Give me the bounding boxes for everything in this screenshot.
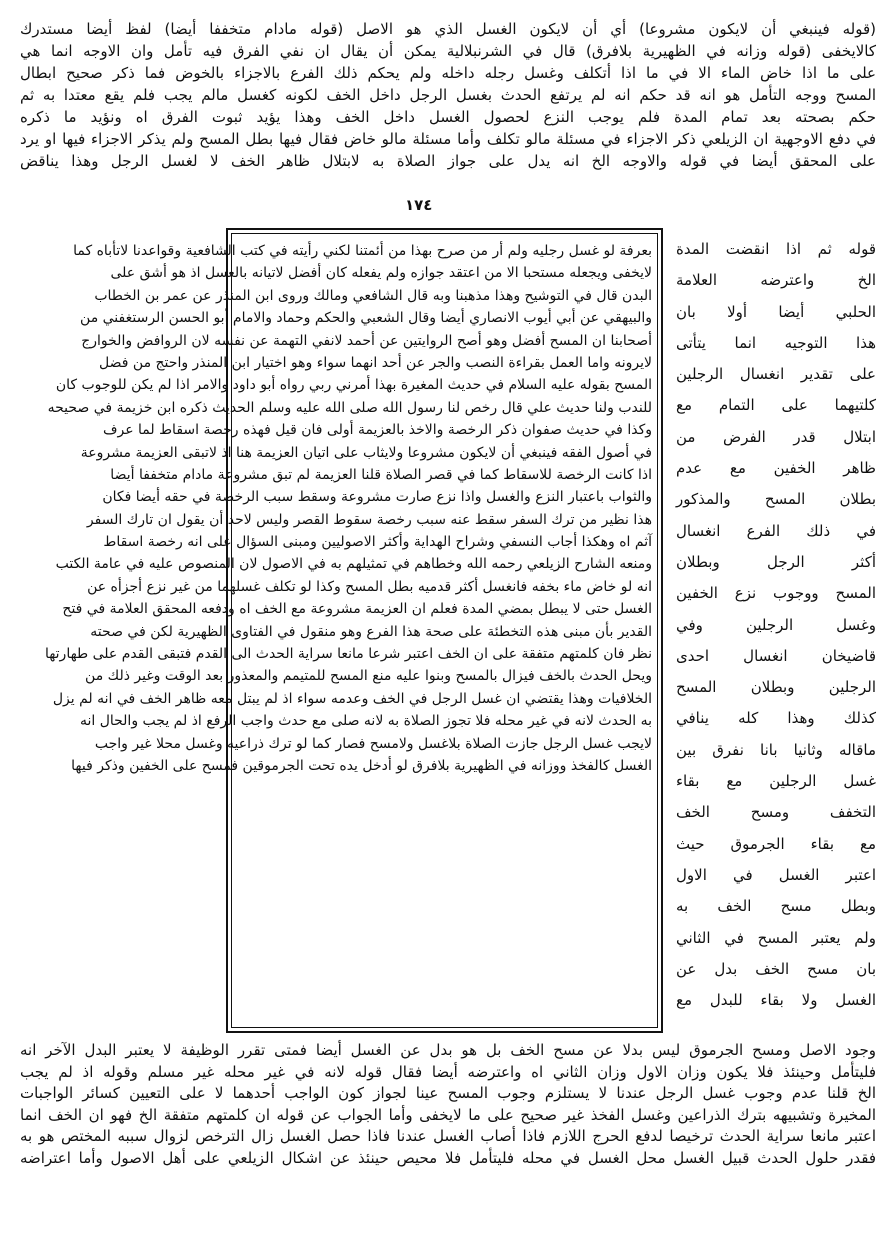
text-line: أكثر الرجل وبطلان <box>676 552 876 571</box>
margin-commentary <box>676 234 876 1016</box>
bottom-commentary <box>20 1040 876 1169</box>
text-line: الخلافيات وهذا يقتضي ان غسل الرجل في الخف وعدمه سواء اذ لم يبتل معه ظاهر الخف في انه لم يزل <box>52 690 652 707</box>
text-line: الغسل كالفخذ ووزانه في الظهيرية بلافرق لو أدخل يده تحت الجرموقين فمسح على الخفين وذكر فيها <box>71 757 652 774</box>
text-line: نظر فان كلمتهم متفقة على ان الخف اعتبر شرعا مانعا سراية الحدث الى القدم فتبقى القدم على طهارتها <box>44 646 652 663</box>
text-line: كالايخفى (قوله وزانه في الظهيرية بلافرق) قال في الشرنبلالية يمكن أن يقال ان نفي الفرق فيه تأمل وان الاوجه انما هي <box>20 42 876 60</box>
text-line: لايرونه واما العمل بقراءة النصب والجر عن أحد انهما سواء وهو اختيار ابن المنذر واحتج من فضل <box>99 354 652 371</box>
text-line: الرجلين وبطلان المسح <box>676 678 876 697</box>
text-line: الخ قلنا عدم وجوب غسل الرجل عندنا لا يستلزم وجوب المسح عينا لجواز كون الواجب أحدهما لا على التعيين كسائر الواجبات <box>20 1084 876 1102</box>
text-line: وغسل الرجلين وفي <box>676 615 876 634</box>
text-line: انه لو خاض ماء بخفه فانغسل أكثر قدميه بطل المسح وكذا لو تكلف غسلهما من غير نزع أجزأه عن <box>87 578 652 595</box>
text-line: وكذا في حديث صفوان ذكر الرخصة والاخذ بالعزيمة أولى فان قيل فهذه رخصة اسقاط لما عرف <box>102 422 652 439</box>
text-line: غسل الرجلين مع بقاء <box>676 772 876 791</box>
text-line: (قوله فينبغي أن لايكون مشروعا) أي أن لايكون الغسل الذي هو الاصل (قوله مادام متخففا أيضا) لفظ أيضا مستدرك <box>20 20 876 38</box>
text-line: به الحدث لانه في غير محله فلا تجوز الصلاة به لانه صلى مع حدث واجب الرفع اذ لم يجب والحال انه <box>79 713 652 730</box>
text-line: وجود الاصل ومسح الجرموق ليس بدلا عن مسح الخف بل هو بدل عن الغسل أيضا فمتى تقرر الوظيفة لا يعتبر البدل الآخر انه <box>20 1041 876 1059</box>
text-line: في أصول الفقه فينبغي أن لايكون مشروعا ولايثاب على اتيان العزيمة هنا اذ لاتبقى العزيمة مشروعة <box>80 444 652 461</box>
text-line: في ذلك الفرع انغسال <box>676 521 876 540</box>
text-line: لايخفى ويجعله مستحبا الا من اعتقد جوازه ولم يفعله كان أفضل لاتيانه بالغسل اذ هو أشق على <box>110 265 652 282</box>
text-line: هذا التوجيه انما يتأتى <box>676 333 876 352</box>
text-line: التخفف ومسح الخف <box>676 803 876 822</box>
text-line: هذا نظير من ترك السفر سقط عنه سبب رخصة سقوط القصر وليس لاحد أن يقول ان تارك السفر <box>86 511 652 528</box>
text-line: قاضيخان انغسال احدى <box>676 646 876 665</box>
text-line: الخ واعترضه العلامة <box>676 271 876 290</box>
text-line: قوله ثم اذا انقضت المدة <box>676 240 876 258</box>
text-line: أصحابنا ان المسح أفضل وهو أصح الروايتين عن أحمد لانفي التهمة عن نفسه لان الروافض والخوارج <box>81 332 652 349</box>
text-line: فقدر حلول الحدث قبيل الغسل محل الغسل في محله فليتأمل فلا محيص حينئذ عن اشكال الزيلعي على أهل الاصول وأما اعتراضه <box>20 1148 876 1167</box>
text-line: لايجب غسل الرجل جازت الصلاة بلاغسل ولامسح فصار كما لو ترك ذراعيه وغسل محلا غير واجب <box>94 735 652 752</box>
text-line: ولم يعتبر المسح في الثاني <box>676 928 876 947</box>
text-line: على تقدير انغسال الرجلين <box>676 365 876 384</box>
main-text <box>44 240 652 777</box>
text-line: آثم اه وهكذا أجاب النسفي وشراح الهداية وأكثر الاصوليين ومبنى السؤال على انه رخصة اسقاط <box>103 534 652 551</box>
text-line: الغسل حتى لا يبطل بمضي المدة فعلم ان العزيمة مشروعة مع الخف اه ودفعه المحقق العلامة في فتح <box>62 601 652 618</box>
text-line: الحلبي أيضا أولا بان <box>676 302 876 321</box>
text-line: المخيرة وتشبيهه بترك الذراعين وغسل الفخذ غير صحيح على ما لايخفى وأما الجواب عن قوله ان كلمتهم متفقة الخ فهو ان الخف انما <box>20 1105 876 1124</box>
text-line: على المحقق أيضا في قوله والاوجه الخ انه يدل على جواز الصلاة به لابتلال ظاهر الخف لا لغسل الرجل وهذا يناقض <box>20 152 876 170</box>
text-line: للندب ولنا حديث علي قال رخص لنا رسول الله صلى الله عليه وسلم الحديث ذكره ابن خزيمة في صحيحه <box>47 399 652 416</box>
text-line: المسح ووجه التأمل هو انه قد حكم انه لم يرتفع الحدث بغسل الرجل داخل الخف لكونه كغسل مالم يجب فلم يقع معتدا به ثم <box>20 86 876 104</box>
text-line: ماقاله وثانيا بانا نفرق بين <box>676 740 876 759</box>
text-line: المسح ووجوب نزع الخفين <box>676 584 876 603</box>
text-line: ابتلال قدر الفرض من <box>676 427 876 446</box>
text-line: كلتيهما على التمام مع <box>676 396 876 415</box>
text-line: والثواب باعتبار النزع والغسل واذا نزع صارت مشروعة وسقط سبب الرخصة في حقه أيضا فكان <box>102 489 652 506</box>
text-line: الغسل ولا بقاء للبدل مع <box>676 991 876 1010</box>
text-line: ظاهر الخفين مع عدم <box>676 459 876 478</box>
text-line: حكم بصحته بعد تمام المدة فلم يوجب النزع لحصول الغسل داخل الخف وهذا يؤيد ثبوت الفرق اه ونؤيد ما ذكره <box>20 108 876 126</box>
page-number: ١٧٤ <box>405 196 433 214</box>
text-line: والبيهقي عن أبي أيوب الانصاري أيضا وقال الشعبي والحكم وحماد والامام أبو الحسن الرستغفني من <box>80 310 652 327</box>
text-line: البدن قال في التوشيح وهذا مذهبنا وبه قال الشافعي ومالك وروى ابن المنذر عن عمر بن الخطاب <box>94 287 652 304</box>
text-line: اعتبر مانعا سراية الحدث ترخيصا لدفع الحرج اللازم فاذا أصاب الغسل عندنا فاذا حصل الغسل زال الترخص لزوال سببه المختص هو به <box>20 1127 876 1145</box>
text-line: بان مسح الخف بدل عن <box>676 959 876 978</box>
top-commentary <box>20 18 876 172</box>
text-line: فليتأمل وحينئذ فلا يكون وزان الاول وزان الثاني اه واعترضه أيضا فقال قوله لانه في غير محله غير مسلم وقوله اذ لم يجب <box>20 1062 876 1081</box>
text-line: اذا كانت الرخصة للاسقاط كما في قصر الصلاة قلنا العزيمة لم تبق مشروعة مادام متخففا أيضا <box>110 466 652 483</box>
text-line: القدير بأن مبنى هذه التخطئة على صحة هذا الفرع وهو منقول في الفتاوى الظهيرية لكن في صحته <box>90 623 652 640</box>
text-line: بطلان المسح والمذكور <box>676 490 876 509</box>
text-line: ويحل الحدث بالخف فيزال بالمسح وبنوا عليه منع المسح للمتيمم والمعذور بعد الوقت وغير ذلك من <box>85 668 652 685</box>
text-line: المسح بقوله عليه السلام في حديث المغيرة بهذا أمرني ربي رواه أبو داود والامر اذا لم يكن للوجوب كان <box>55 377 652 394</box>
text-line: في دفع الاوجهية ان الزيلعي ذكر الاجزاء في مسئلة مالو تكلف وأما مسئلة مالو خاض فقال فيها بطل المسح ولم يذكر الاجزاء فيها او يرد <box>20 130 876 148</box>
text-line: بعرفة لو غسل رجليه ولم أر من صرح بهذا من أئمتنا لكني رأيته في كتب الشافعية وقواعدنا لاتأباه كما <box>73 243 652 259</box>
text-line: اعتبر الغسل في الاول <box>676 865 876 884</box>
text-line: على ما اذا خاض الماء الا في ما اذا أتكلف وغسل رجله داخله ولم يحكم ذلك الفرع بالاجزاء بالخوض فما ذكر صحيح ابطال <box>20 64 876 82</box>
text-line: ومنعه الشارح الزيلعي رحمه الله وخطاهم في تمثيلهم به في الاصول لان المنصوص عليه في عامة الكتب <box>55 556 652 573</box>
text-line: وبطل مسح الخف به <box>676 897 876 916</box>
text-line: مع بقاء الجرموق حيث <box>676 834 876 853</box>
text-line: كذلك وهذا كله ينافي <box>676 709 876 728</box>
